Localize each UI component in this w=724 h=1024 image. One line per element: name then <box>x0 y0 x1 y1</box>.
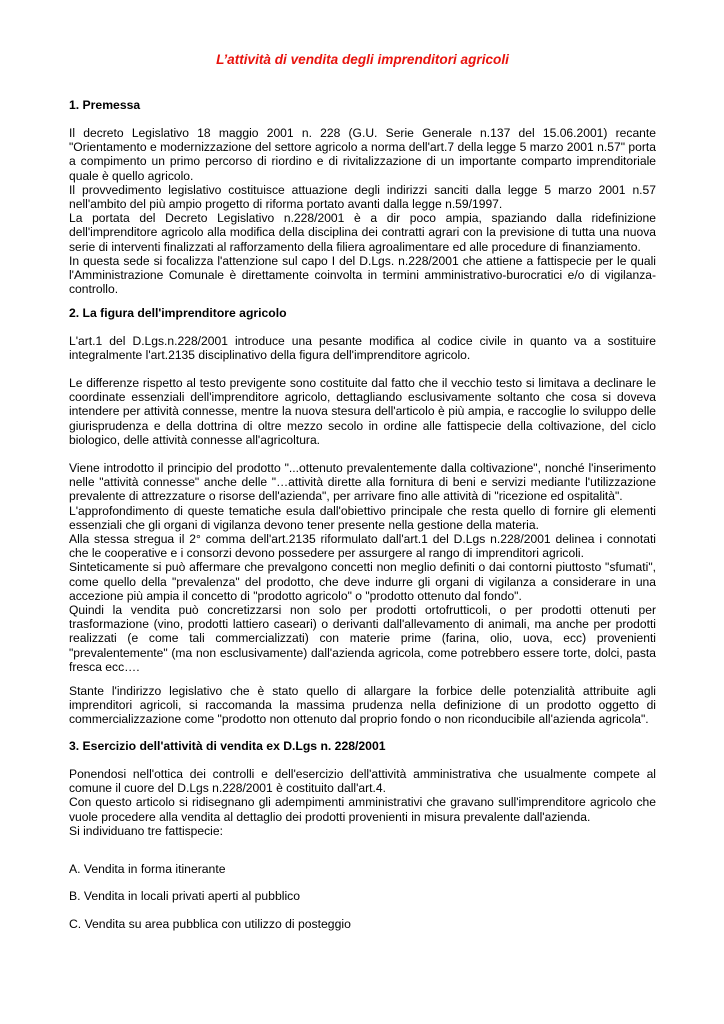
paragraph: Le differenze rispetto al testo previgente sono costituite dal fatto che il vecchio testo si limitava a declinare le coordinate essenziali dell'imprenditore agricolo, dettagliando esclusivamente soltanto che cosa si doveva intendere per attività connesse, mentre la nuova stesura dell'articolo è più ampia, e raccoglie lo sviluppo delle giurisprudenza e della dottrina di oltre mezzo secolo in ordine alle fattispecie della coltivazione, del ciclo biologico, delle attività connesse all'agricoltura. <box>69 376 656 447</box>
section-2-principle <box>69 461 656 674</box>
paragraph: Il decreto Legislativo 18 maggio 2001 n. 228 (G.U. Serie Generale n.137 del 15.06.2001) recante "Orientamento e modernizzazione del settore agricolo a norma dell'art.7 della legge 5 marzo 2001 n.57" porta a compimento un primo percorso di riordino e di rivitalizzazione di un importante comparto imprenditoriale quale è quello agricolo. <box>69 126 656 183</box>
paragraph: La portata del Decreto Legislativo n.228/2001 è a dir poco ampia, spaziando dalla ridefinizione dell'imprenditore agricolo alla modifica della disciplina dei contratti agrari con la previsione di tutta una nuova serie di interventi finalizzati al rafforzamento della filiera agroalimentare ed alle procedure di finanziamento. <box>69 211 656 254</box>
list-item-b: B. Vendita in locali privati aperti al pubblico <box>69 889 301 903</box>
paragraph: Alla stessa stregua il 2° comma dell'art.2135 riformulato dall'art.1 del D.Lgs n.228/2001 delinea i connotati che le cooperative e i consorzi devono possedere per assurgere al rango di imprenditori agricoli. <box>69 532 656 561</box>
section-2-intro <box>69 334 656 362</box>
paragraph: Ponendosi nell'ottica dei controlli e dell'esercizio dell'attività amministrativa che usualmente compete al comune il cuore del D.Lgs n.228/2001 è costituito dall'art.4. <box>69 767 656 796</box>
paragraph: Stante l'indirizzo legislativo che è stato quello di allargare la forbice delle potenzialità attribuite agli imprenditori agricoli, si raccomanda la massima prudenza nella definizione di un prodotto oggetto di commercializzazione come "prodotto non ottenuto dal proprio fondo o non riconducibile all'azienda agricola". <box>69 684 656 727</box>
section-1-body <box>69 126 656 296</box>
section-3-body <box>69 767 656 838</box>
paragraph: Con questo articolo si ridisegnano gli adempimenti amministrativi che gravano sull'imprenditore agricolo che vuole procedere alla vendita al dettaglio dei prodotti provenienti in misura prevalente dall'azienda. <box>69 795 656 824</box>
section-2-heading: 2. La figura dell'imprenditore agricolo <box>69 306 287 320</box>
list-item-c: C. Vendita su area pubblica con utilizzo di posteggio <box>69 917 351 931</box>
section-2-differences <box>69 376 656 447</box>
section-2-conclusion <box>69 684 656 727</box>
document-title: L’attività di vendita degli imprenditori agricoli <box>216 52 509 67</box>
paragraph: In questa sede si focalizza l'attenzione sul capo I del D.Lgs. n.228/2001 che attiene a fattispecie per le quali l'Amministrazione Comunale è direttamente coinvolta in termini amministrativo-burocratici e/o di vigilanza-controllo. <box>69 253 656 297</box>
paragraph: L'art.1 del D.Lgs.n.228/2001 introduce una pesante modifica al codice civile in quanto va a sostituire integralmente l'art.2135 disciplinativo della figura dell'imprenditore agricolo. <box>69 334 656 363</box>
paragraph: Il provvedimento legislativo costituisce attuazione degli indirizzi sanciti dalla legge 5 marzo 2001 n.57 nell'ambito del più ampio progetto di riforma portato avanti dalla legge n.59/1997. <box>69 182 656 212</box>
paragraph: Si individuano tre fattispecie: <box>69 823 223 838</box>
section-1-heading: 1. Premessa <box>69 98 141 112</box>
paragraph: Viene introdotto il principio del prodotto "...ottenuto prevalentemente dalla coltivazione", nonché l'inserimento nelle "attività connesse" anche delle "…attività dirette alla fornitura di beni e servizi mediante l'utilizzazione prevalente di attrezzature o risorse dell'azienda", per arrivare fino alle attività di "ricezione ed ospitalità". <box>69 461 656 504</box>
section-3-heading: 3. Esercizio dell'attività di vendita ex D.Lgs n. 228/2001 <box>69 739 386 753</box>
list-item-a: A. Vendita in forma itinerante <box>69 862 226 876</box>
paragraph: L'approfondimento di queste tematiche esula dall'obiettivo principale che resta quello di fornire gli elementi essenziali che gli organi di vigilanza devono tener presente nella gestione della materia. <box>69 503 656 532</box>
paragraph: Sinteticamente si può affermare che prevalgono concetti non meglio definiti o dai contorni piuttosto "sfumati", come quello della "prevalenza" del prodotto, che deve indurre gli organi di vigilanza a considerare in una accezione più ampia il concetto di "prodotto agricolo" o "prodotto ottenuto dal fondo". <box>69 560 656 603</box>
paragraph: Quindi la vendita può concretizzarsi non solo per prodotti ortofrutticoli, o per prodotti ottenuti per trasformazione (vino, prodotti lattiero caseari) o derivanti dall'allevamento di animali, ma anche per prodotti realizzati (e come tali commercializzati) con materie prime (farina, olio, uova, ecc) provenienti "prevalentemente" (ma non esclusivamente) dall'azienda agricola, come potrebbero essere torte, dolci, pasta fresca ecc…. <box>69 603 656 674</box>
